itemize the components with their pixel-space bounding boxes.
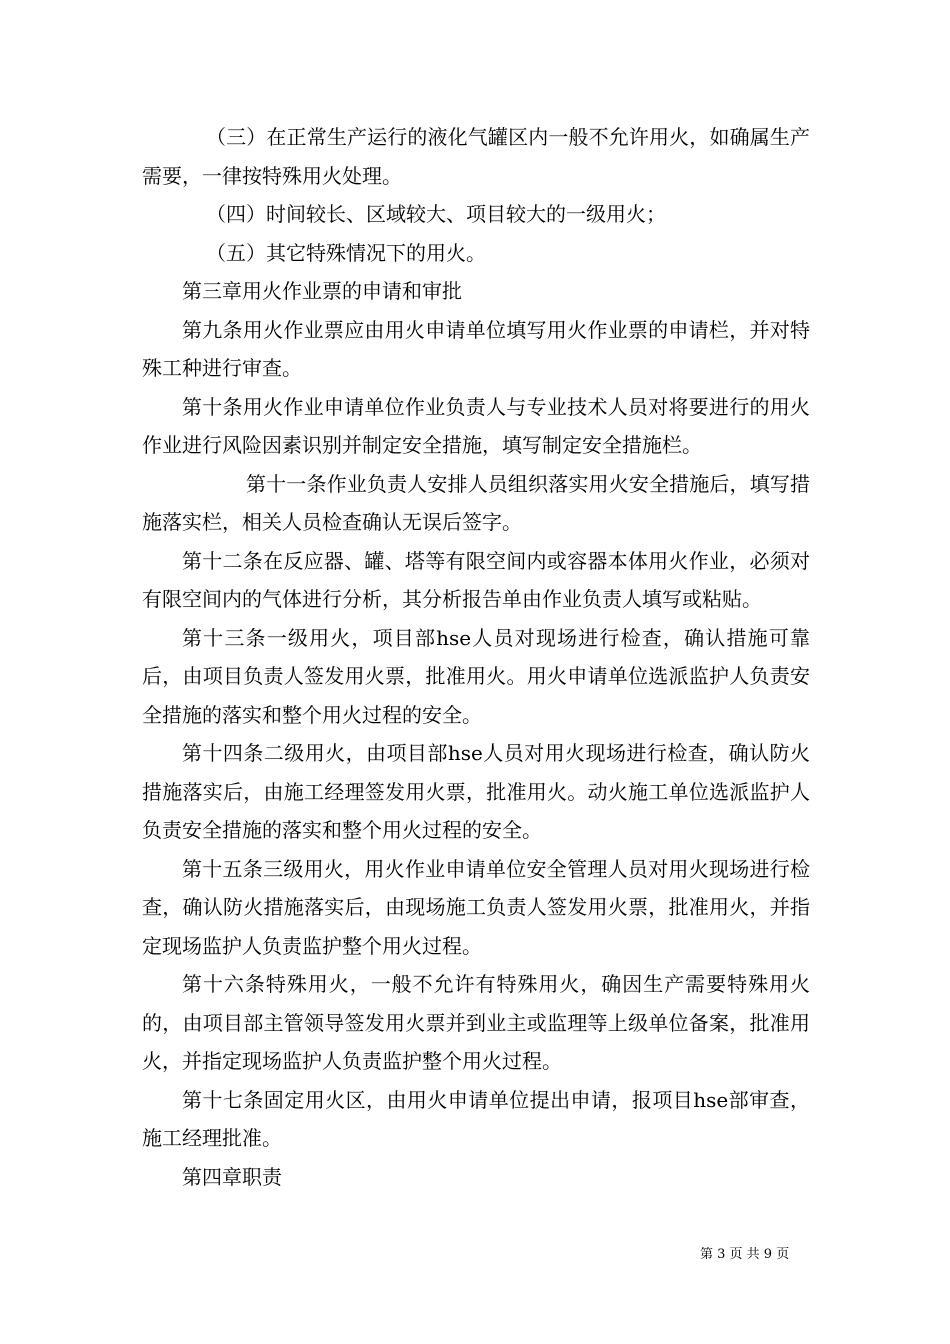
chapter-3-heading: 第三章用火作业票的申请和审批 xyxy=(182,279,462,303)
article-16: 第十六条特殊用火，一般不允许有特殊用火，确因生产需要特殊用火的，由项目部主管领导签发用火票并到业主或监理等上级单位备案，批准用火，并指定现场监护人负责监护整个用火过程。 xyxy=(142,972,810,1073)
article-14: 第十四条二级用火，由项目部hse人员对用火现场进行检查，确认防火措施落实后，由施工经理签发用火票，批准用火。动火施工单位选派监护人负责安全措施的落实和整个用火过程的安全。 xyxy=(142,741,810,842)
article-15: 第十五条三级用火，用火作业申请单位安全管理人员对用火现场进行检查，确认防火措施落实后，由现场施工负责人签发用火票，批准用火，并指定现场监护人负责监护整个用火过程。 xyxy=(142,856,810,958)
article-9: 第九条用火作业票应由用火申请单位填写用火作业票的申请栏，并对特殊工种进行审查。 xyxy=(142,317,810,380)
paragraph-clause-3: （三）在正常生产运行的液化气罐区内一般不允许用火，如确属生产需要，一律按特殊用火处理。 xyxy=(142,125,810,188)
article-17: 第十七条固定用火区，由用火申请单位提出申请，报项目hse部审查，施工经理批准。 xyxy=(142,1087,810,1150)
paragraph-clause-4: （四）时间较长、区域较大、项目较大的一级用火； xyxy=(206,202,666,226)
document-body xyxy=(142,118,810,1196)
paragraph-clause-5: （五）其它特殊情况下的用火。 xyxy=(206,240,486,265)
article-11: 第十一条作业负责人安排人员组织落实用火安全措施后，填写措施落实栏，相关人员检查确认无误后签字。 xyxy=(142,471,810,534)
article-13: 第十三条一级用火，项目部hse人员对现场进行检查，确认措施可靠后，由项目负责人签发用火票，批准用火。用火申请单位选派监护人负责安全措施的落实和整个用火过程的安全。 xyxy=(142,625,810,727)
page-number: 第 3 页 共 9 页 xyxy=(700,1247,790,1262)
article-12: 第十二条在反应器、罐、塔等有限空间内或容器本体用火作业，必须对有限空间内的气体进行分析，其分析报告单由作业负责人填写或粘贴。 xyxy=(142,548,810,611)
chapter-4-heading: 第四章职责 xyxy=(182,1164,282,1189)
article-10: 第十条用火作业申请单位作业负责人与专业技术人员对将要进行的用火作业进行风险因素识别并制定安全措施，填写制定安全措施栏。 xyxy=(142,394,810,457)
